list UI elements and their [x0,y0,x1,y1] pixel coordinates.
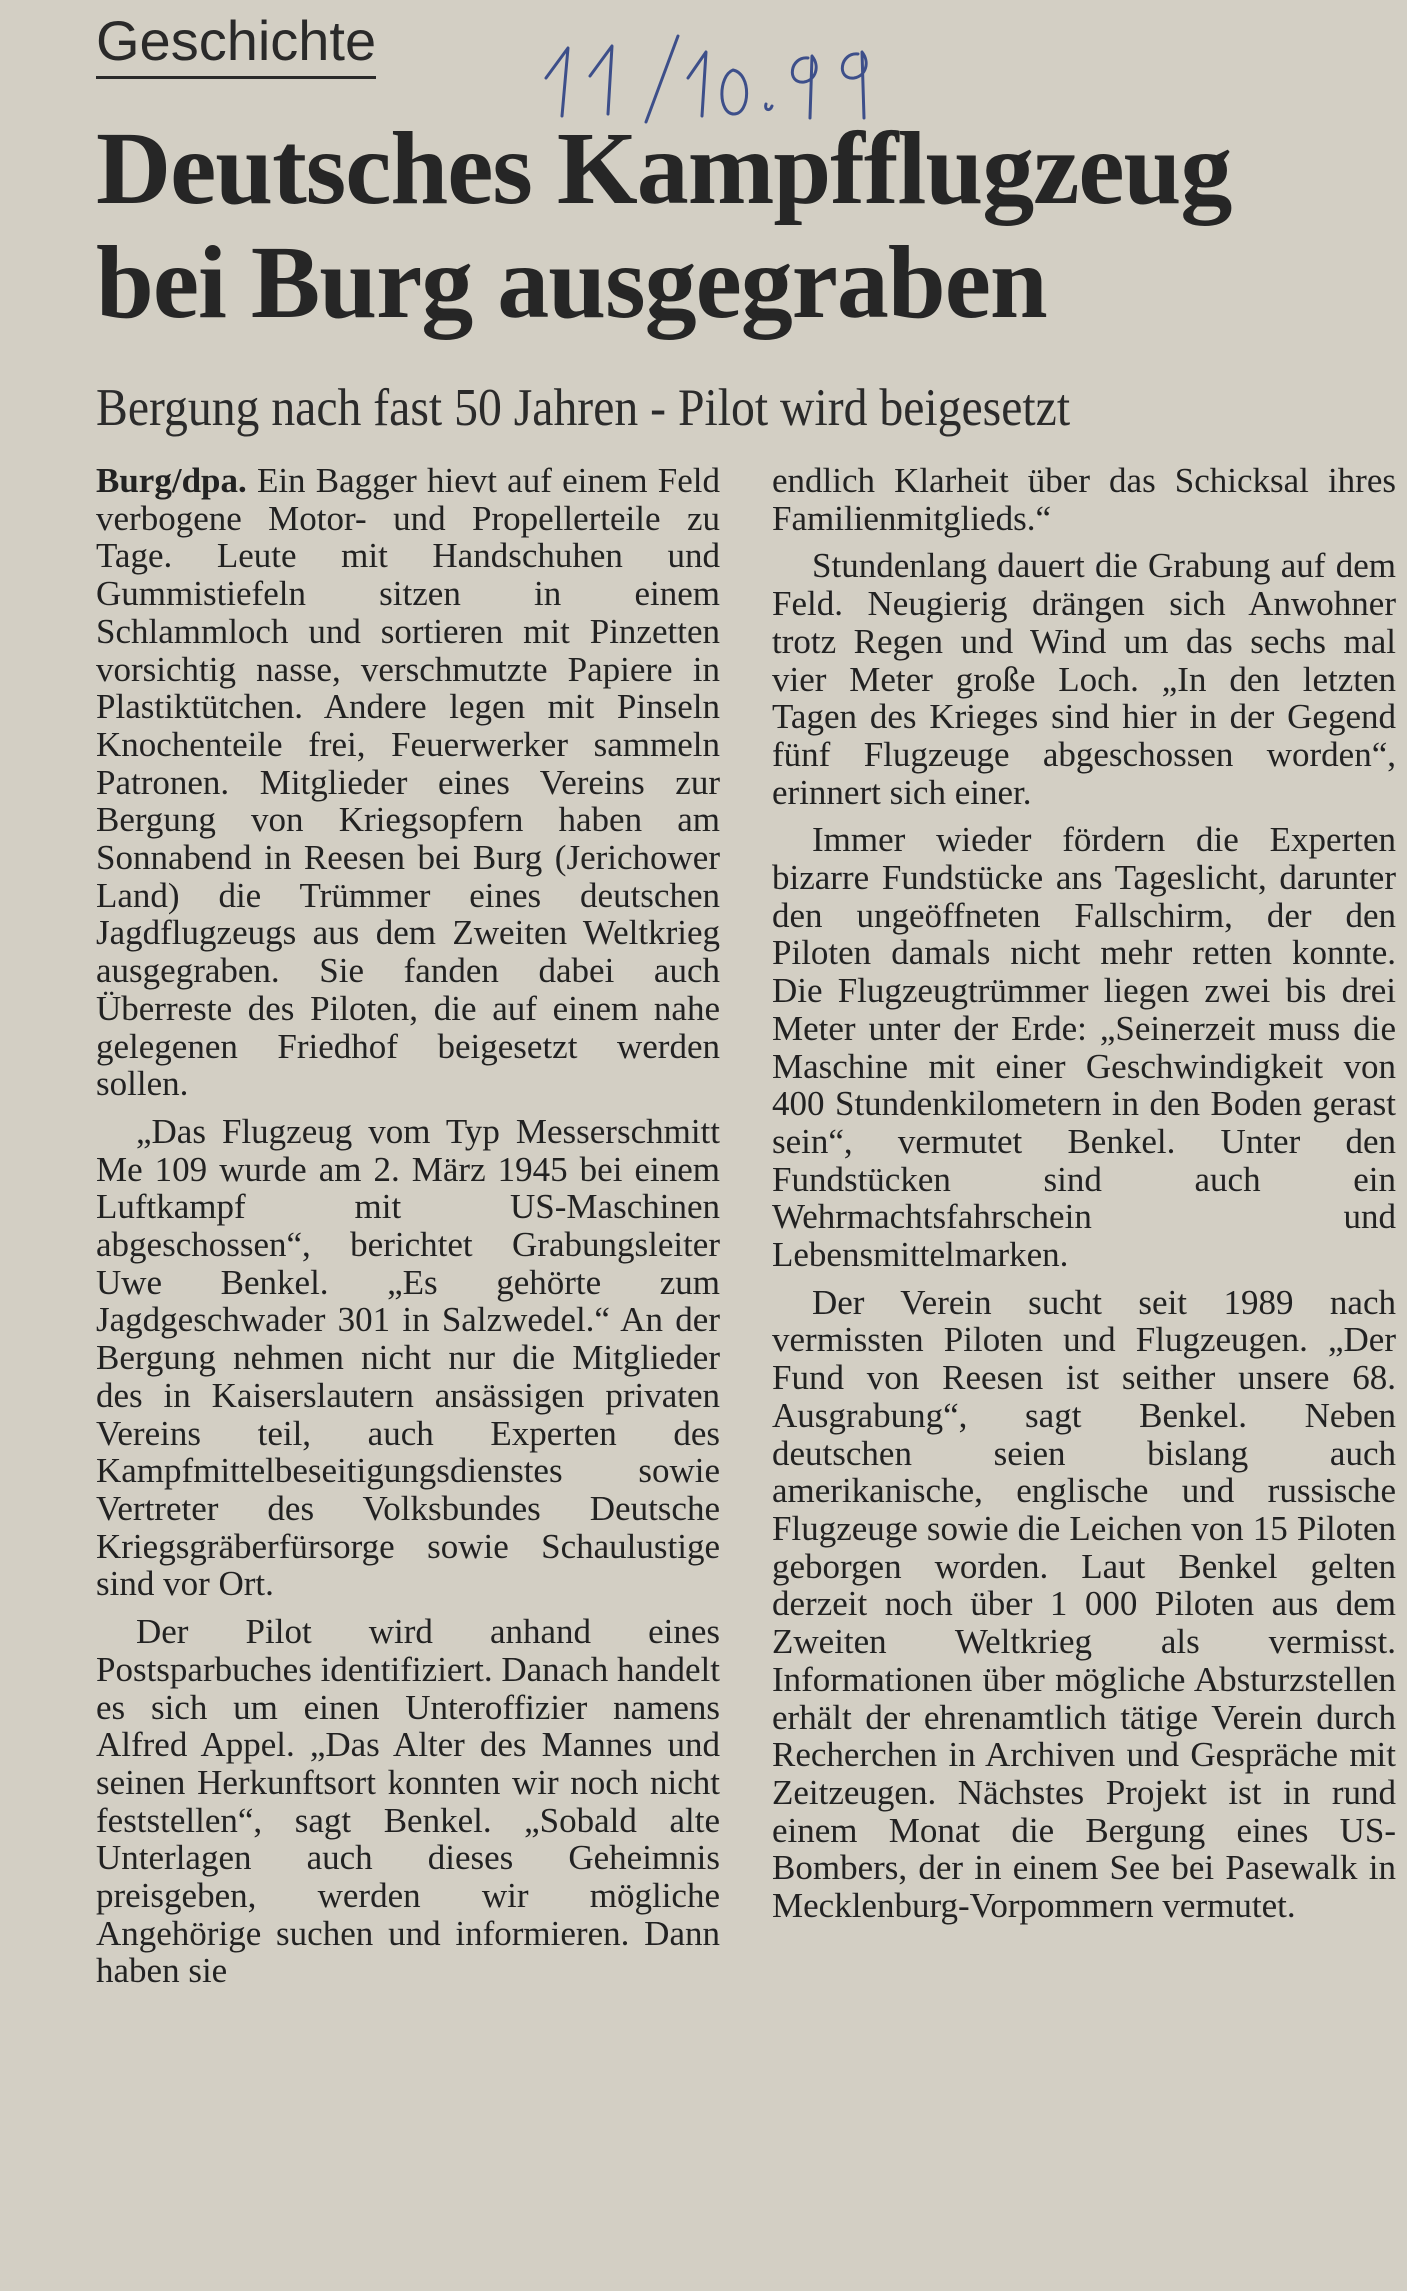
paragraph-text: Ein Bagger hievt auf einem Feld verbogene Motor- und Propellerteile zu Tage. Leute mit Handschuhen und Gummistiefeln sitzen in einem Schlammloch und sortieren mit Pinzetten vorsichtig nasse, verschmutzte Papiere in Plastiktütchen. Andere legen mit Pinseln Knochenteile frei, Feuerwerker sammeln Patronen. Mitglieder eines Vereins zur Bergung von Kriegsopfern haben am Sonnabend in Reesen bei Burg (Jerichower Land) die Trümmer eines deutschen Jagdflugzeugs aus dem Zweiten Weltkrieg ausgegraben. Sie fanden dabei auch Überreste des Piloten, die auf einem nahe gelegenen Friedhof beigesetzt werden sollen. [96,461,721,1104]
article-paragraph: Stundenlang dauert die Grabung auf dem Feld. Neugierig drängen sich Anwohner trotz Regen und Wind um das sechs mal vier Meter große Loch. „In den letzten Tagen des Krieges sind hier in der Gegend fünf Flugzeuge abgeschossen worden“, erinnert sich einer. [772,546,1396,812]
article-paragraph [96,462,720,1103]
article-paragraph: endlich Klarheit über das Schicksal ihres Familienmitglieds.“ [772,461,1396,538]
article-headline: Deutsches Kampfflugzeug bei Burg ausgegraben [96,111,1232,340]
article-paragraph: „Das Flugzeug vom Typ Messerschmitt Me 109 wurde am 2. März 1945 bei einem Luftkampf mit US-Maschinen abgeschossen“, berichtet Grabungsleiter Uwe Benkel. „Es gehörte zum Jagdgeschwader 301 in Salzwedel.“ An der Bergung nehmen nicht nur die Mitglieder des in Kaiserslautern ansässigen privaten Vereins teil, auch Experten des Kampfmittelbeseitigungsdienstes sowie Vertreter des Volksbundes Deutsche Kriegsgräberfürsorge sowie Schaulustige sind vor Ort. [96,1111,720,1604]
article-column-left [96,462,720,2000]
article-paragraph: Der Pilot wird anhand eines Postsparbuches identifiziert. Danach handelt es sich um einen Unteroffizier namens Alfred Appel. „Das Alter des Mannes und seinen Herkunftsort konnten wir noch nicht feststellen“, sagt Benkel. „Sobald alte Unterlagen auch dieses Geheimnis preisgeben, werden wir mögliche Angehörige suchen und informieren. Dann haben sie [96,1612,720,1991]
article-subheadline: Bergung nach fast 50 Jahren - Pilot wird beigesetzt [96,379,1071,437]
article-column-right [772,462,1396,1935]
article-paragraph: Der Verein sucht seit 1989 nach vermissten Piloten und Flugzeugen. „Der Fund von Reesen ist seither unsere 68. Ausgrabung“, sagt Benkel. Neben deutschen seien bislang auch amerikanische, englische und russische Flugzeuge sowie die Leichen von 15 Piloten geborgen worden. Laut Benkel gelten derzeit noch über 1 000 Piloten aus dem Zweiten Weltkrieg als vermisst. Informationen über mögliche Absturzstellen erhält der ehrenamtlich tätige Verein durch Recherchen in Archiven und Gespräche mit Zeitzeugen. Nächstes Projekt ist in rund einem Monat die Bergung eines US-Bombers, der in einem See bei Pasewalk in Mecklenburg-Vorpommern vermutet. [772,1282,1396,1926]
dateline: Burg/dpa. [96,461,247,500]
section-rubric: Geschichte [96,8,376,79]
article-paragraph: Immer wieder fördern die Experten bizarre Fundstücke ans Tageslicht, darunter den ungeöffneten Fallschirm, der den Piloten damals nicht mehr retten konnte. Die Flugzeugtrümmer liegen zwei bis drei Meter unter der Erde: „Seinerzeit muss die Maschine mit einer Geschwindigkeit von 400 Stundenkilometern in den Boden gerast sein“, vermutet Benkel. Unter den Fundstücken sind auch ein Wehrmachtsfahrschein und Lebensmittelmarken. [772,820,1396,1275]
